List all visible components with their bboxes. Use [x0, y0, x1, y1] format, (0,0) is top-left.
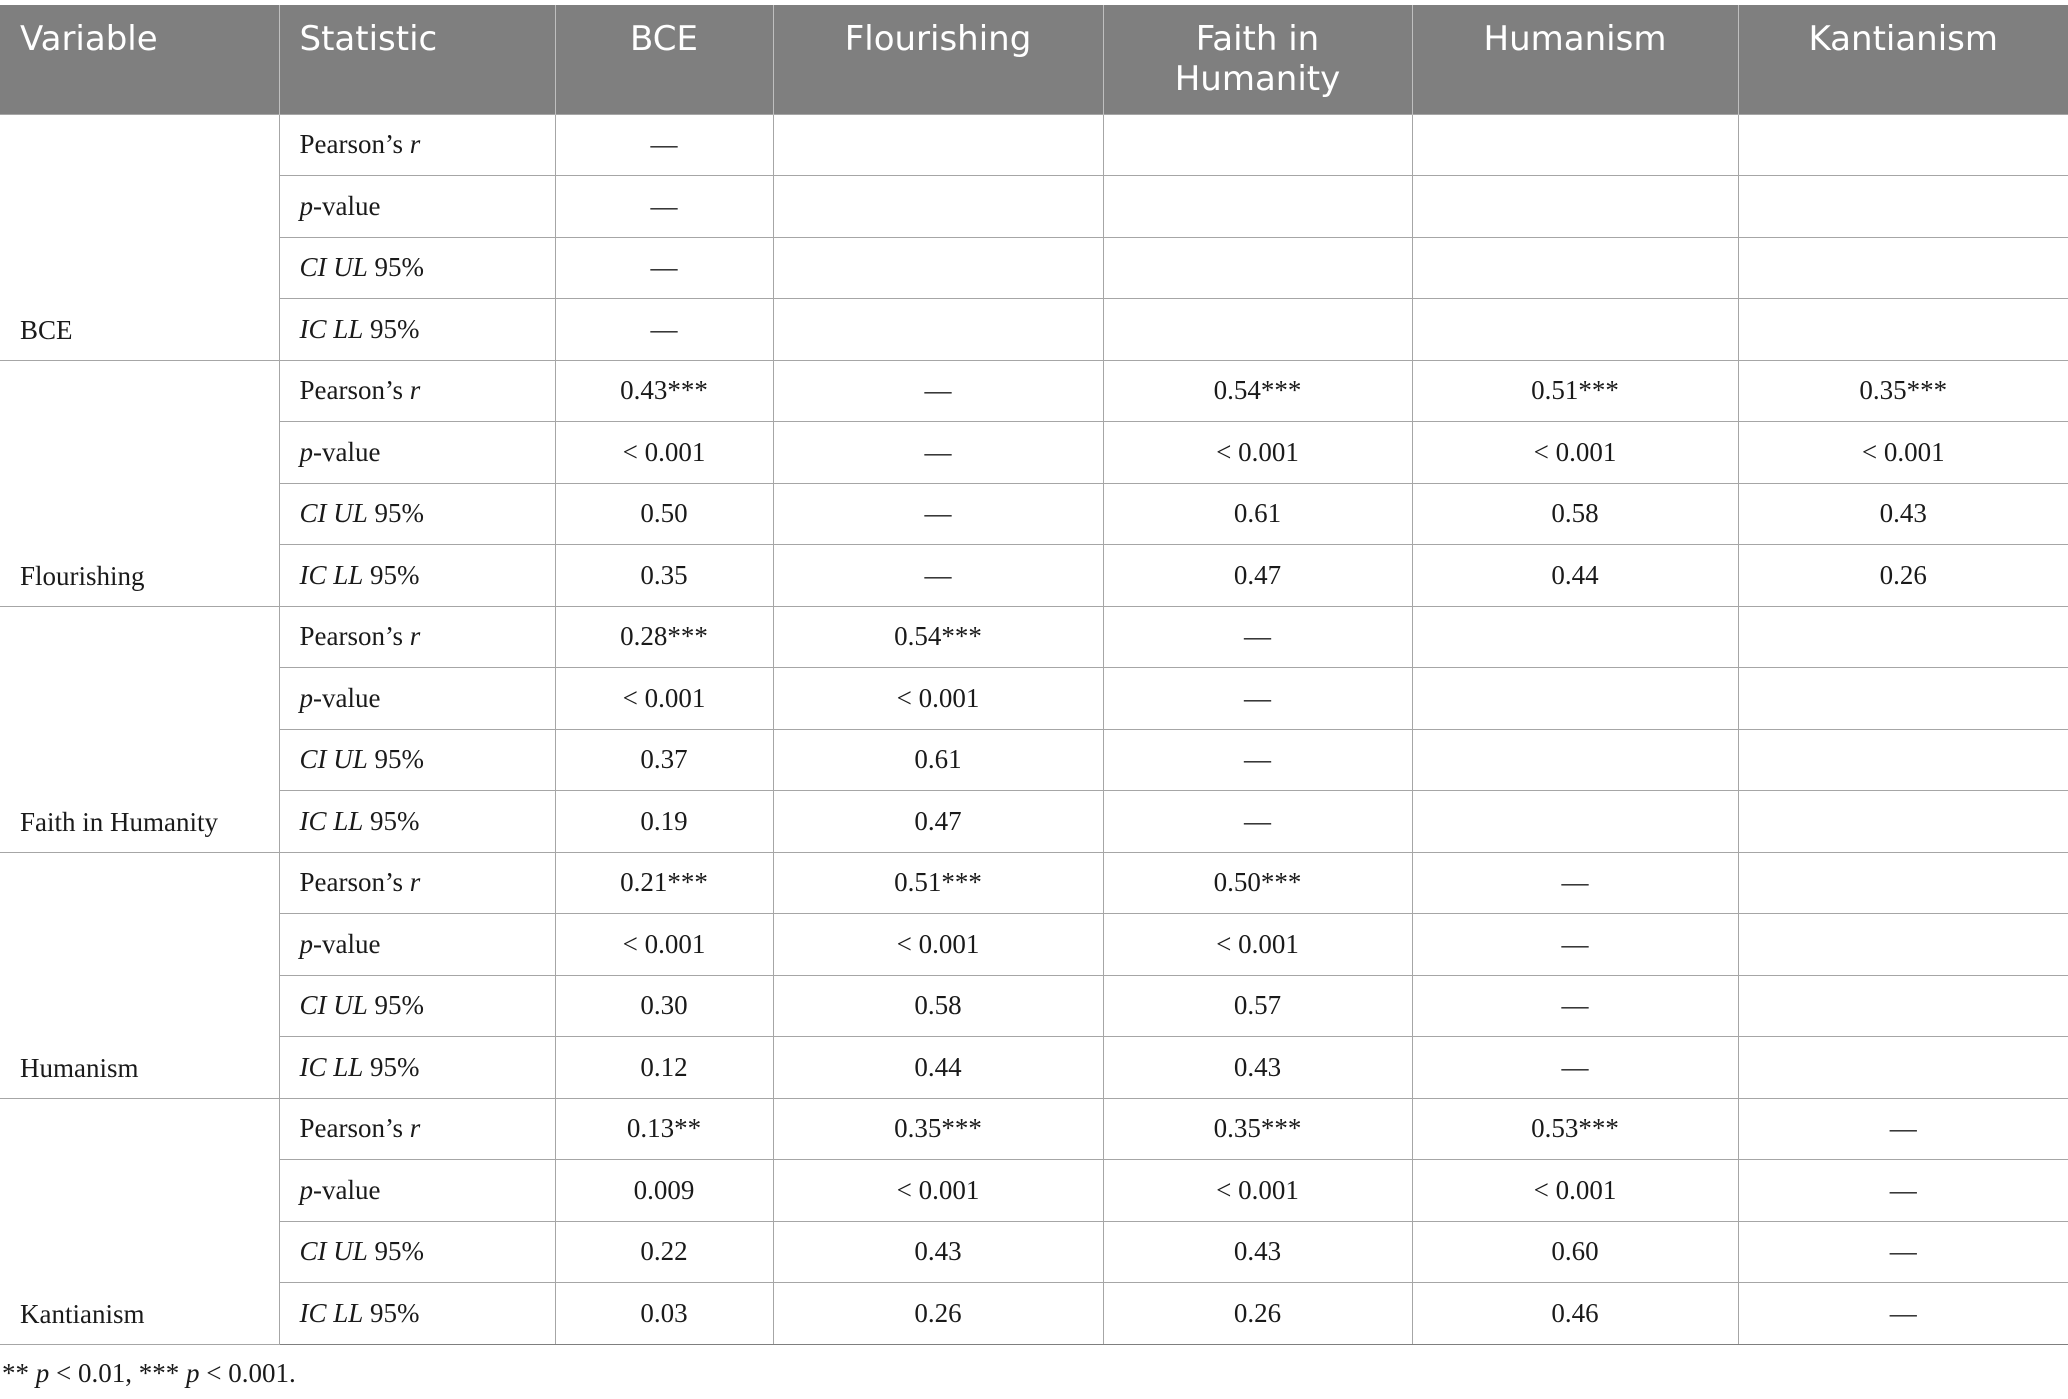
value-cell: [1738, 852, 2068, 914]
variable-name-cell: BCE: [0, 114, 279, 360]
statistic-label-italic: IC LL: [299, 1051, 364, 1082]
value-cell: < 0.001: [555, 668, 773, 730]
statistic-label-italic: r: [409, 1113, 421, 1144]
value-cell: [773, 176, 1103, 238]
value-cell: —: [1738, 1160, 2068, 1222]
value-cell: [1103, 114, 1412, 176]
statistic-label-post: 95%: [367, 990, 425, 1021]
value-cell: 0.03: [555, 1283, 773, 1345]
value-cell: 0.35***: [773, 1098, 1103, 1160]
header-variable: Variable: [0, 5, 279, 114]
value-cell: [1103, 176, 1412, 238]
statistic-cell: [279, 729, 555, 791]
footnote-stars-2: ***: [138, 1358, 186, 1388]
value-cell: 0.50***: [1103, 852, 1412, 914]
statistic-cell: [279, 114, 555, 176]
statistic-label-post: 95%: [367, 498, 425, 529]
footnote-stars-1: **: [2, 1358, 36, 1388]
statistic-label-italic: IC LL: [299, 1297, 364, 1328]
statistic-label-pre: Pearson’s: [299, 129, 410, 160]
value-cell: 0.35: [555, 545, 773, 607]
value-cell: —: [555, 176, 773, 238]
header-bce: BCE: [555, 5, 773, 114]
value-cell: 0.43***: [555, 360, 773, 422]
statistic-label-italic: r: [409, 621, 421, 652]
value-cell: —: [1103, 791, 1412, 853]
value-cell: [1738, 176, 2068, 238]
statistic-label-italic: p: [299, 436, 313, 467]
table-row: [0, 791, 2068, 853]
value-cell: [773, 114, 1103, 176]
value-cell: 0.43: [773, 1221, 1103, 1283]
value-cell: 0.47: [773, 791, 1103, 853]
table-row: [0, 852, 2068, 914]
value-cell: 0.58: [1412, 483, 1738, 545]
statistic-label-post: 95%: [363, 313, 420, 344]
statistic-label-pre: Pearson’s: [299, 375, 410, 406]
value-cell: < 0.001: [1738, 422, 2068, 484]
value-cell: < 0.001: [1103, 914, 1412, 976]
value-cell: [1103, 237, 1412, 299]
value-cell: 0.37: [555, 729, 773, 791]
statistic-label-italic: p: [299, 928, 313, 959]
statistic-label-italic: IC LL: [299, 805, 364, 836]
value-cell: 0.43: [1103, 1221, 1412, 1283]
value-cell: [1412, 606, 1738, 668]
statistic-label-post: 95%: [367, 252, 425, 283]
value-cell: —: [773, 422, 1103, 484]
statistic-cell: [279, 422, 555, 484]
statistic-cell: [279, 1283, 555, 1345]
statistic-label-italic: r: [409, 129, 421, 160]
value-cell: < 0.001: [1412, 1160, 1738, 1222]
table-body: [0, 114, 2068, 1344]
value-cell: 0.58: [773, 975, 1103, 1037]
statistic-cell: [279, 852, 555, 914]
statistic-label-pre: Pearson’s: [299, 621, 410, 652]
value-cell: [1412, 114, 1738, 176]
statistic-label-post: -value: [313, 682, 381, 713]
statistic-cell: [279, 237, 555, 299]
value-cell: 0.43: [1103, 1037, 1412, 1099]
value-cell: [1412, 237, 1738, 299]
value-cell: < 0.001: [773, 914, 1103, 976]
statistic-cell: [279, 1221, 555, 1283]
statistic-label-italic: p: [299, 1174, 313, 1205]
value-cell: < 0.001: [1412, 422, 1738, 484]
value-cell: 0.26: [1103, 1283, 1412, 1345]
value-cell: < 0.001: [1103, 1160, 1412, 1222]
value-cell: 0.54***: [773, 606, 1103, 668]
value-cell: —: [1103, 668, 1412, 730]
value-cell: 0.46: [1412, 1283, 1738, 1345]
statistic-label-italic: CI UL: [299, 990, 368, 1021]
statistic-label-post: 95%: [363, 805, 420, 836]
value-cell: —: [1103, 606, 1412, 668]
value-cell: [1738, 791, 2068, 853]
correlation-table: [0, 5, 2068, 1345]
table-row: [0, 975, 2068, 1037]
value-cell: 0.19: [555, 791, 773, 853]
variable-name-cell: Flourishing: [0, 360, 279, 606]
variable-name-cell: Faith in Humanity: [0, 606, 279, 852]
statistic-label-post: -value: [313, 1174, 381, 1205]
value-cell: —: [555, 299, 773, 361]
statistic-label-pre: Pearson’s: [299, 867, 410, 898]
statistic-label-post: 95%: [363, 559, 420, 590]
value-cell: 0.57: [1103, 975, 1412, 1037]
value-cell: [1738, 299, 2068, 361]
value-cell: 0.50: [555, 483, 773, 545]
table-row: [0, 545, 2068, 607]
value-cell: 0.47: [1103, 545, 1412, 607]
header-humanism: Humanism: [1412, 5, 1738, 114]
table-row: [0, 1037, 2068, 1099]
statistic-cell: [279, 791, 555, 853]
value-cell: —: [773, 545, 1103, 607]
statistic-label-post: 95%: [363, 1051, 420, 1082]
value-cell: 0.13**: [555, 1098, 773, 1160]
value-cell: —: [555, 114, 773, 176]
value-cell: [1738, 729, 2068, 791]
table-footnote: [2, 1358, 296, 1389]
statistic-cell: [279, 606, 555, 668]
table-row: [0, 360, 2068, 422]
value-cell: 0.44: [1412, 545, 1738, 607]
value-cell: —: [555, 237, 773, 299]
value-cell: 0.22: [555, 1221, 773, 1283]
value-cell: —: [1738, 1098, 2068, 1160]
value-cell: 0.009: [555, 1160, 773, 1222]
header-faith-in-humanity: Faith in Humanity: [1103, 5, 1412, 114]
statistic-cell: [279, 975, 555, 1037]
header-kantianism: Kantianism: [1738, 5, 2068, 114]
statistic-label-post: -value: [313, 928, 381, 959]
value-cell: [1738, 1037, 2068, 1099]
value-cell: 0.43: [1738, 483, 2068, 545]
statistic-label-post: 95%: [367, 744, 425, 775]
value-cell: [773, 299, 1103, 361]
value-cell: 0.61: [773, 729, 1103, 791]
statistic-cell: [279, 1037, 555, 1099]
statistic-label-pre: Pearson’s: [299, 1113, 410, 1144]
variable-name-cell: Humanism: [0, 852, 279, 1098]
statistic-label-post: 95%: [367, 1236, 425, 1267]
footnote-p-1: p: [35, 1358, 50, 1388]
table-row: [0, 606, 2068, 668]
statistic-cell: [279, 914, 555, 976]
table-row: [0, 729, 2068, 791]
value-cell: —: [1738, 1283, 2068, 1345]
value-cell: 0.28***: [555, 606, 773, 668]
value-cell: [1412, 668, 1738, 730]
value-cell: 0.21***: [555, 852, 773, 914]
value-cell: —: [1103, 729, 1412, 791]
value-cell: [1412, 176, 1738, 238]
table-row: [0, 299, 2068, 361]
statistic-label-italic: CI UL: [299, 1236, 368, 1267]
table-row: [0, 914, 2068, 976]
value-cell: [1738, 114, 2068, 176]
table-row: [0, 483, 2068, 545]
statistic-cell: [279, 1098, 555, 1160]
statistic-cell: [279, 360, 555, 422]
statistic-cell: [279, 545, 555, 607]
value-cell: —: [1412, 914, 1738, 976]
value-cell: [1412, 729, 1738, 791]
statistic-label-italic: p: [299, 190, 313, 221]
footnote-threshold-2: < 0.001.: [199, 1358, 296, 1388]
statistic-label-italic: CI UL: [299, 498, 368, 529]
value-cell: 0.54***: [1103, 360, 1412, 422]
statistic-cell: [279, 1160, 555, 1222]
statistic-label-italic: p: [299, 682, 313, 713]
value-cell: 0.51***: [1412, 360, 1738, 422]
header-statistic: Statistic: [279, 5, 555, 114]
value-cell: [1412, 299, 1738, 361]
value-cell: —: [773, 483, 1103, 545]
statistic-label-italic: CI UL: [299, 252, 368, 283]
statistic-label-post: -value: [313, 436, 381, 467]
value-cell: —: [1738, 1221, 2068, 1283]
value-cell: —: [1412, 975, 1738, 1037]
value-cell: 0.60: [1412, 1221, 1738, 1283]
value-cell: [773, 237, 1103, 299]
value-cell: [1412, 791, 1738, 853]
value-cell: 0.30: [555, 975, 773, 1037]
table-row: [0, 176, 2068, 238]
table-row: [0, 422, 2068, 484]
value-cell: 0.35***: [1738, 360, 2068, 422]
variable-name-cell: Kantianism: [0, 1098, 279, 1344]
value-cell: < 0.001: [555, 914, 773, 976]
statistic-label-post: 95%: [363, 1297, 420, 1328]
statistic-label-italic: IC LL: [299, 313, 364, 344]
table-row: [0, 237, 2068, 299]
header-row: [0, 5, 2068, 114]
value-cell: —: [1412, 1037, 1738, 1099]
value-cell: [1738, 606, 2068, 668]
footnote-threshold-1: < 0.01,: [49, 1358, 139, 1388]
value-cell: < 0.001: [773, 668, 1103, 730]
statistic-label-italic: IC LL: [299, 559, 364, 590]
table-row: [0, 1160, 2068, 1222]
statistic-cell: [279, 176, 555, 238]
table-header: [0, 5, 2068, 114]
value-cell: < 0.001: [773, 1160, 1103, 1222]
value-cell: [1103, 299, 1412, 361]
table-row: [0, 1283, 2068, 1345]
statistic-cell: [279, 299, 555, 361]
value-cell: < 0.001: [555, 422, 773, 484]
value-cell: 0.26: [1738, 545, 2068, 607]
value-cell: [1738, 668, 2068, 730]
value-cell: [1738, 975, 2068, 1037]
value-cell: 0.61: [1103, 483, 1412, 545]
value-cell: [1738, 914, 2068, 976]
header-flourishing: Flourishing: [773, 5, 1103, 114]
statistic-label-post: -value: [313, 190, 381, 221]
statistic-cell: [279, 668, 555, 730]
value-cell: 0.12: [555, 1037, 773, 1099]
table-row: [0, 114, 2068, 176]
table-row: [0, 1221, 2068, 1283]
statistic-cell: [279, 483, 555, 545]
statistic-label-italic: CI UL: [299, 744, 368, 775]
value-cell: [1738, 237, 2068, 299]
value-cell: 0.51***: [773, 852, 1103, 914]
value-cell: 0.53***: [1412, 1098, 1738, 1160]
value-cell: —: [773, 360, 1103, 422]
table-row: [0, 668, 2068, 730]
value-cell: 0.44: [773, 1037, 1103, 1099]
statistic-label-italic: r: [409, 867, 421, 898]
value-cell: —: [1412, 852, 1738, 914]
value-cell: 0.35***: [1103, 1098, 1412, 1160]
value-cell: < 0.001: [1103, 422, 1412, 484]
value-cell: 0.26: [773, 1283, 1103, 1345]
statistic-label-italic: r: [409, 375, 421, 406]
footnote-p-2: p: [185, 1358, 200, 1388]
table-row: [0, 1098, 2068, 1160]
